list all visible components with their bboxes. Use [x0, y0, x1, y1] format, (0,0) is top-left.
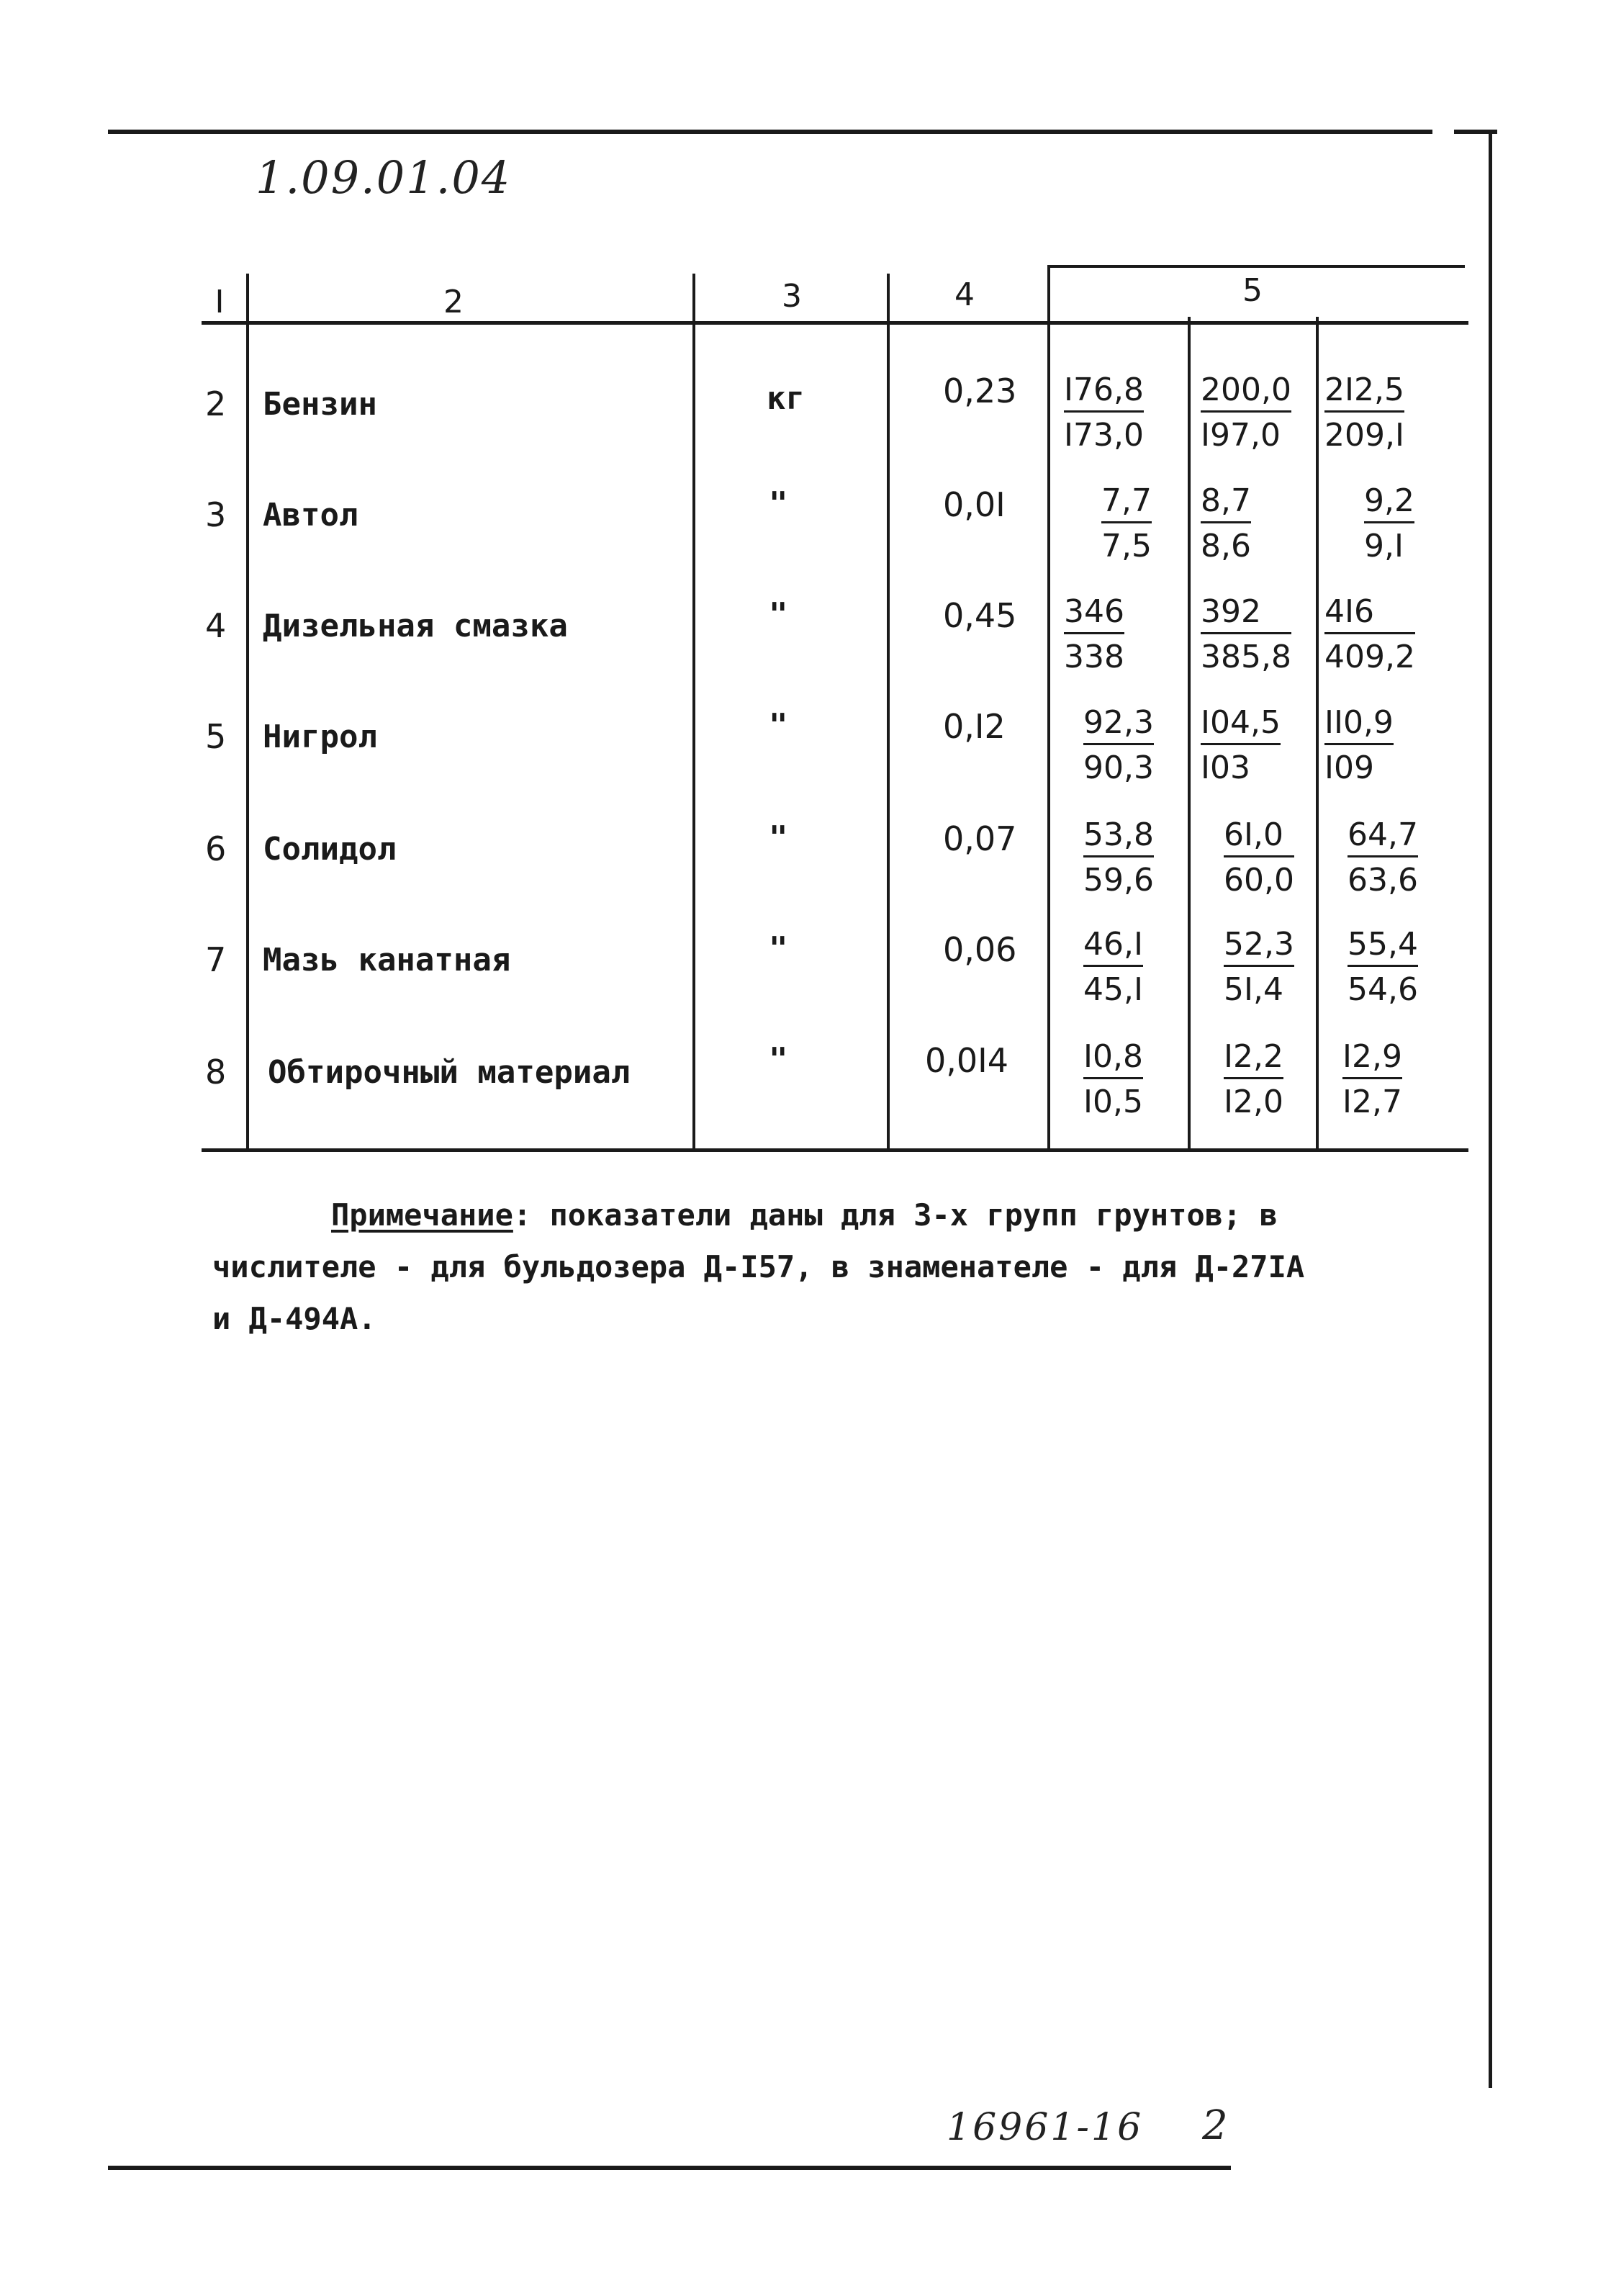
fraction-value: $\frac{7,7}{7,5}$: [1101, 482, 1152, 564]
note-text-1: : показатели даны для 3-х групп грунтов; в: [513, 1197, 1278, 1233]
fraction-value: $\frac{I04,5}{I03}$: [1201, 704, 1281, 786]
header-col-4: 4: [954, 276, 975, 313]
row-index: 2: [205, 384, 227, 423]
row-name: Автол: [263, 497, 358, 534]
fraction-value: $\frac{I2,2}{I2,0}$: [1224, 1038, 1283, 1120]
row-name: Дизельная смазка: [263, 608, 568, 644]
row-rate: 0,07: [943, 819, 1017, 858]
document-code: 1.09.01.04: [256, 151, 512, 204]
row-name: Бензин: [263, 386, 377, 423]
right-margin-line: [1489, 130, 1492, 2088]
fraction-value: $\frac{92,3}{90,3}$: [1083, 704, 1154, 786]
row-rate: 0,06: [943, 930, 1017, 969]
row-rate: 0,0I4: [925, 1041, 1008, 1080]
row-unit: ": [769, 596, 788, 633]
note-line-2: числителе - для бульдозера Д-I57, в знаменателе - для Д-27IА: [212, 1249, 1305, 1284]
row-unit: ": [769, 707, 788, 744]
fraction-value: $\frac{392}{385,8}$: [1201, 593, 1291, 675]
table-col-line-4: [1047, 266, 1050, 1148]
fraction-value: $\frac{II0,9}{I09}$: [1324, 704, 1394, 786]
row-index: 4: [205, 606, 227, 645]
fraction-value: $\frac{46,I}{45,I}$: [1083, 926, 1143, 1008]
row-unit: кг: [767, 380, 805, 417]
row-index: 5: [205, 717, 227, 756]
fraction-value: $\frac{4I6}{409,2}$: [1324, 593, 1415, 675]
row-name: Нигрол: [263, 719, 377, 755]
row-index: 3: [205, 495, 227, 534]
fraction-value: $\frac{8,7}{8,6}$: [1201, 482, 1251, 564]
note-paragraph: [212, 1189, 1436, 1345]
footer-document-code: 16961-16: [947, 2106, 1144, 2149]
row-index: 8: [205, 1053, 227, 1091]
note-line-1: [212, 1189, 1436, 1241]
row-rate: 0,23: [943, 372, 1017, 410]
top-border-line: [108, 130, 1432, 134]
header-col-5: 5: [1242, 272, 1263, 309]
row-index: 7: [205, 940, 227, 979]
row-unit: ": [769, 930, 788, 967]
row-unit: ": [769, 819, 788, 856]
row-name: Мазь канатная: [263, 942, 511, 978]
table-col-line-5a: [1188, 317, 1191, 1148]
note-label: Примечание: [331, 1197, 513, 1233]
header-col-1: I: [215, 284, 225, 320]
row-unit: ": [769, 485, 788, 522]
note-line-3: и Д-494А.: [212, 1301, 376, 1336]
fraction-value: $\frac{52,3}{5I,4}$: [1224, 926, 1294, 1008]
header-col-3: 3: [782, 278, 802, 315]
header-col-2: 2: [443, 284, 464, 320]
fraction-value: $\frac{53,8}{59,6}$: [1083, 816, 1154, 899]
row-unit: ": [769, 1041, 788, 1078]
fraction-value: $\frac{64,7}{63,6}$: [1348, 816, 1418, 899]
table-bottom-line: [202, 1148, 1468, 1152]
row-rate: 0,45: [943, 596, 1017, 635]
fraction-value: $\frac{2I2,5}{209,I}$: [1324, 372, 1404, 454]
table-col-line-1: [246, 274, 249, 1148]
fraction-value: $\frac{6I,0}{60,0}$: [1224, 816, 1294, 899]
fraction-value: $\frac{I0,8}{I0,5}$: [1083, 1038, 1143, 1120]
table-col-line-2: [692, 274, 695, 1148]
row-rate: 0,I2: [943, 707, 1006, 746]
fraction-value: $\frac{I76,8}{I73,0}$: [1064, 372, 1144, 454]
table-col-line-3: [887, 274, 890, 1148]
table-header-bottom-line: [202, 321, 1468, 325]
fraction-value: $\frac{I2,9}{I2,7}$: [1342, 1038, 1402, 1120]
table-col-line-5b: [1316, 317, 1319, 1148]
table-header-top-line-5: [1047, 265, 1465, 268]
fraction-value: $\frac{346}{338}$: [1064, 593, 1124, 675]
row-rate: 0,0I: [943, 485, 1006, 524]
row-name: Солидол: [263, 831, 397, 868]
row-name: Обтирочный материал: [268, 1054, 631, 1091]
bottom-border-line: [108, 2166, 1231, 2170]
fraction-value: $\frac{200,0}{I97,0}$: [1201, 372, 1291, 454]
page-number: 2: [1202, 2102, 1228, 2149]
fraction-value: $\frac{55,4}{54,6}$: [1348, 926, 1418, 1008]
fraction-value: $\frac{9,2}{9,I}$: [1364, 482, 1414, 564]
row-index: 6: [205, 829, 227, 868]
